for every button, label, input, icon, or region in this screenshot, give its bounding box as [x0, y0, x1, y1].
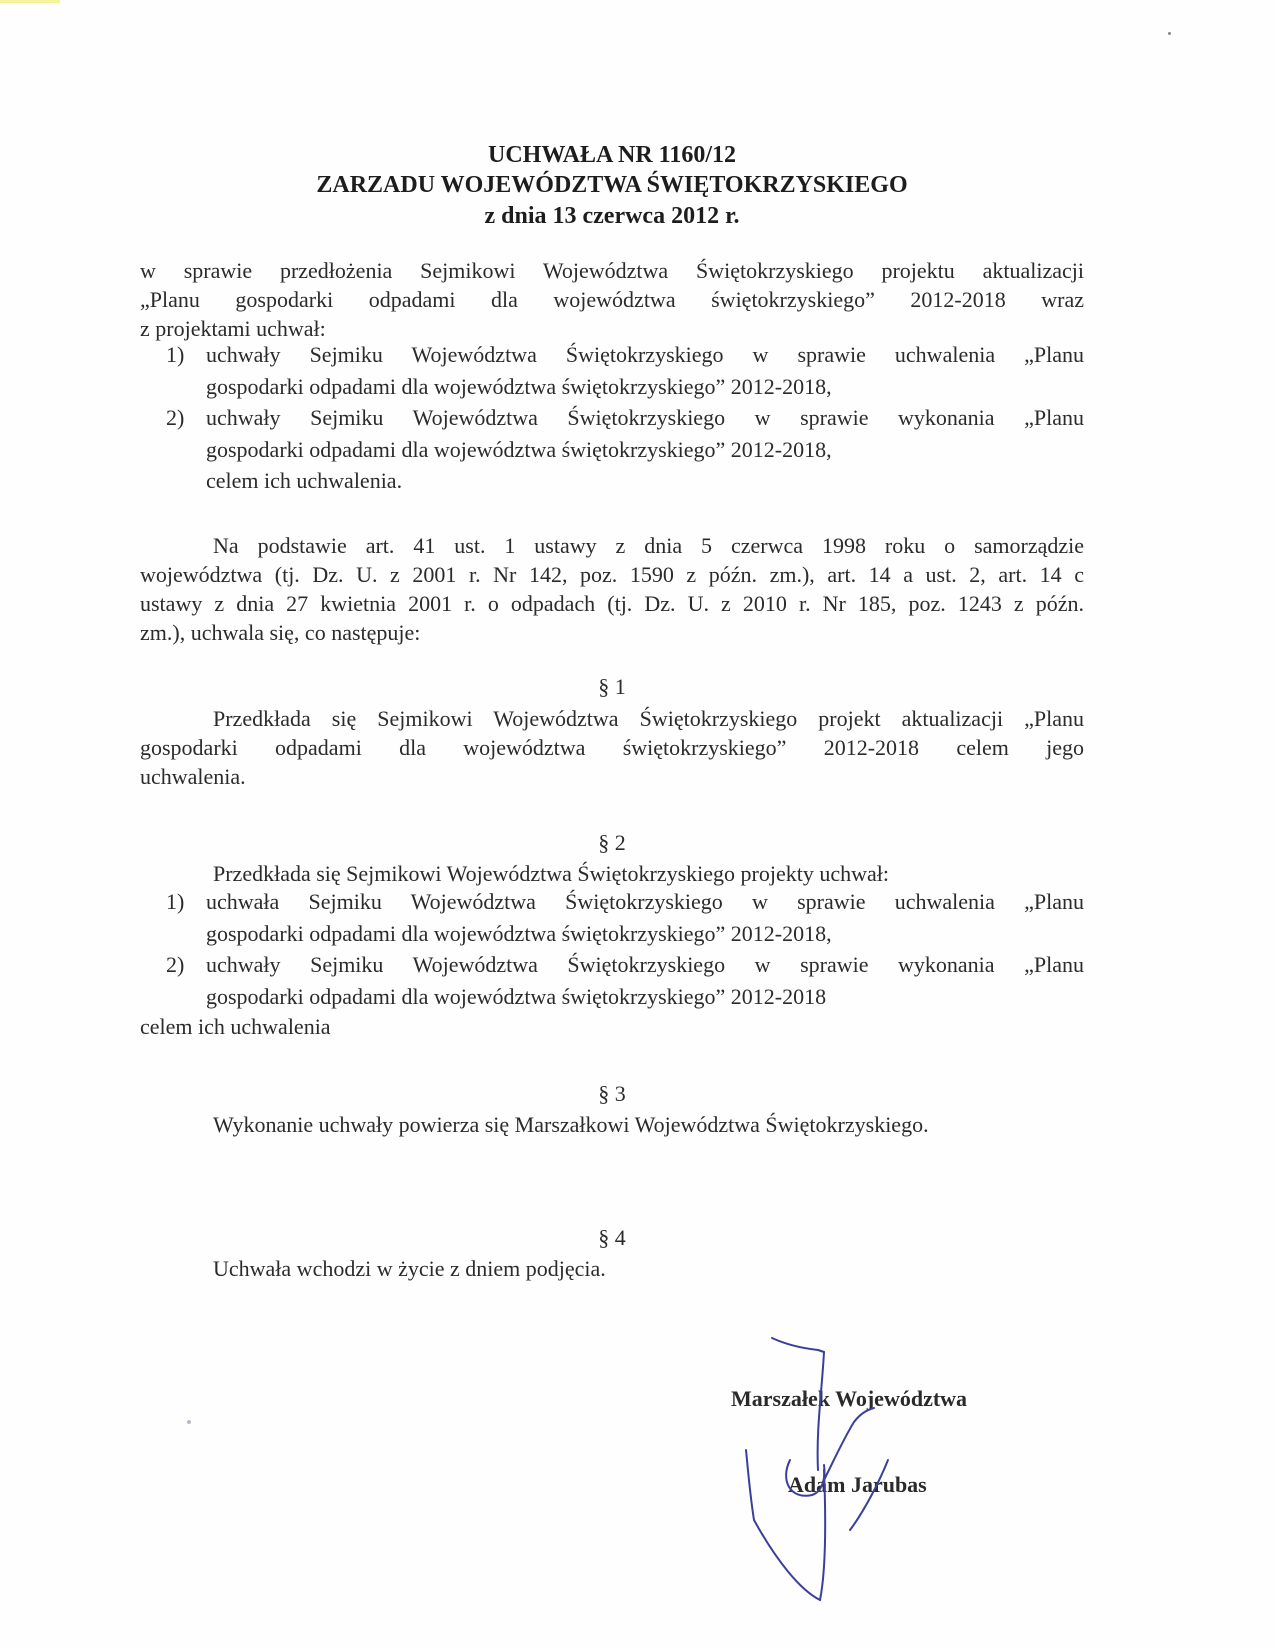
section-3-text: Wykonanie uchwały powierza się Marszałkowi Województwa Świętokrzyskiego.	[213, 1112, 929, 1137]
section-1-line-3: uchwalenia.	[140, 764, 246, 789]
section-1-line-1: Przedkłada się Sejmikowi Województwa Świętokrzyskiego projekt aktualizacji „Planu	[213, 706, 1084, 731]
section-2-item-number: 2)	[166, 952, 185, 977]
basis-line-4: zm.), uchwala się, co następuje:	[140, 620, 421, 645]
basis-line-1: Na podstawie art. 41 ust. 1 ustawy z dnia 5 czerwca 1998 roku o samorządzie	[213, 533, 1084, 558]
scan-speck	[187, 1420, 191, 1424]
scan-speck	[1168, 32, 1171, 35]
signatory-title: Marszałek Województwa	[731, 1386, 968, 1411]
basis-line-3: ustawy z dnia 27 kwietnia 2001 r. o odpadach (tj. Dz. U. z 2010 r. Nr 185, poz. 1243 z późn.	[140, 591, 1084, 616]
resolution-number: UCHWAŁA NR 1160/12	[487, 142, 737, 168]
section-1-line-2: gospodarki odpadami dla województwa świętokrzyskiego” 2012-2018 celem jego	[140, 735, 1084, 760]
section-2-mark: § 2	[598, 830, 626, 855]
subject-item-number: 2)	[166, 405, 185, 430]
section-1-mark: § 1	[598, 674, 626, 699]
subject-item-number: 1)	[166, 342, 185, 367]
section-4-text: Uchwała wchodzi w życie z dniem podjęcia.	[213, 1256, 606, 1281]
section-2-closing: celem ich uchwalenia	[140, 1014, 331, 1039]
scan-edge-mark	[0, 0, 60, 3]
subject-closing: celem ich uchwalenia.	[206, 468, 403, 493]
subject-line-1: w sprawie przedłożenia Sejmikowi Województwa Świętokrzyskiego projektu aktualizacji	[140, 258, 1084, 283]
subject-item-2-cont: gospodarki odpadami dla województwa świętokrzyskiego” 2012-2018,	[206, 437, 832, 462]
subject-item-text: uchwały Sejmiku Województwa Świętokrzyskiego w sprawie wykonania „Planu	[206, 405, 1084, 430]
handwritten-signature	[730, 1320, 970, 1620]
subject-item-1-cont: gospodarki odpadami dla województwa świętokrzyskiego” 2012-2018,	[206, 374, 832, 399]
section-2-item-text: uchwała Sejmiku Województwa Świętokrzyskiego w sprawie uchwalenia „Planu	[206, 889, 1084, 914]
subject-line-3: z projektami uchwał:	[140, 316, 326, 341]
subject-item-text: uchwały Sejmiku Województwa Świętokrzyskiego w sprawie uchwalenia „Planu	[206, 342, 1084, 367]
section-2-item-1-cont: gospodarki odpadami dla województwa świętokrzyskiego” 2012-2018,	[206, 921, 832, 946]
section-2-intro: Przedkłada się Sejmikowi Województwa Świętokrzyskiego projekty uchwał:	[213, 861, 890, 886]
section-2-item-2-cont: gospodarki odpadami dla województwa świętokrzyskiego” 2012-2018	[206, 984, 827, 1009]
subject-line-2: „Planu gospodarki odpadami dla województwa świętokrzyskiego” 2012-2018 wraz	[140, 287, 1084, 312]
section-3-mark: § 3	[598, 1081, 626, 1106]
signatory-name: Adam Jarubas	[788, 1472, 927, 1497]
section-4-mark: § 4	[598, 1225, 626, 1250]
basis-line-2: województwa (tj. Dz. U. z 2001 r. Nr 142, poz. 1590 z późn. zm.), art. 14 a ust. 2, art. 14 c	[140, 562, 1084, 587]
issuing-body: ZARZADU WOJEWÓDZTWA ŚWIĘTOKRZYSKIEGO	[316, 172, 908, 198]
section-2-item-text: uchwały Sejmiku Województwa Świętokrzyskiego w sprawie wykonania „Planu	[206, 952, 1084, 977]
section-2-item-number: 1)	[166, 889, 185, 914]
resolution-date: z dnia 13 czerwca 2012 r.	[484, 203, 740, 229]
